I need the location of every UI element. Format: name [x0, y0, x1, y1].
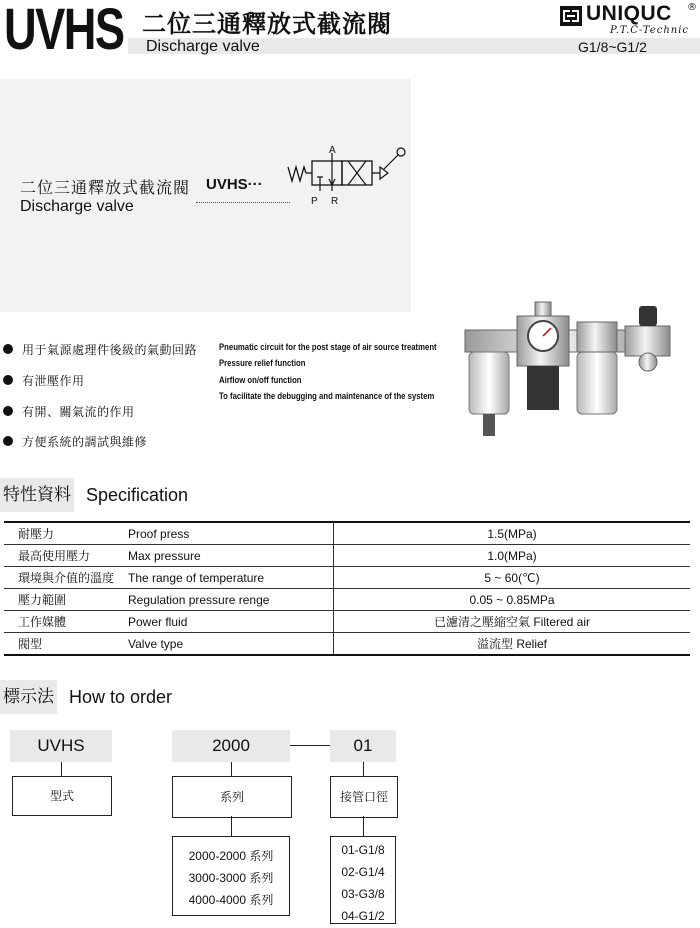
model-code-title: UVHS [4, 0, 124, 62]
table-row [4, 633, 690, 656]
spec-label-en: Regulation pressure renge [128, 589, 334, 611]
spec-heading-en: Specification [86, 484, 189, 505]
connector-line [231, 762, 232, 776]
spec-label-cn: 壓力範圍 [4, 589, 128, 611]
spec-label-en: Max pressure [128, 545, 334, 567]
feature-en: Pressure relief function [219, 358, 306, 368]
series-option: 4000-4000 系列 [188, 893, 274, 907]
feature-cn: 方便系統的調試與維修 [22, 435, 148, 449]
feature-en: To facilitate the debugging and maintenance of the system [219, 391, 435, 401]
table-row [4, 545, 690, 567]
feature-cn: 有開、關氣流的作用 [22, 405, 135, 419]
order-model-label: 型式 [12, 776, 112, 816]
spec-value: 1.0(MPa) [334, 545, 691, 567]
order-model-code: UVHS [10, 730, 112, 762]
feature-cn: 有泄壓作用 [22, 374, 85, 388]
series-options-box [172, 836, 290, 916]
brand-registered-mark: ® [687, 2, 697, 13]
spec-label-en: Power fluid [128, 611, 334, 633]
page-title-en: Discharge valve [146, 38, 260, 55]
order-port-label: 接管口徑 [330, 776, 398, 818]
spec-label-en: Proof press [128, 526, 190, 541]
spec-label-cn: 環境與介值的溫度 [4, 567, 128, 589]
bullet-icon [3, 375, 13, 385]
symbol-name-en: Discharge valve [20, 198, 134, 215]
page-title-cn: 二位三通釋放式截流閥 [142, 9, 392, 38]
series-option: 3000-3000 系列 [188, 871, 274, 885]
brand-logo-icon [560, 6, 582, 26]
connector-line [363, 816, 364, 836]
order-series-label: 系列 [172, 776, 292, 818]
symbol-model: UVHS··· [206, 176, 263, 193]
table-row [4, 611, 690, 633]
size-range: G1/8~G1/2 [578, 39, 647, 55]
brand-subtitle: P.T.C-Technic [610, 25, 690, 36]
spec-value: 1.5(MPa) [334, 522, 691, 545]
spec-heading-cn: 特性資料 [0, 478, 74, 512]
order-series-code: 2000 [172, 730, 290, 762]
bullet-icon [3, 406, 13, 416]
spec-label-cn: 閥型 [4, 633, 128, 656]
symbol-name-cn: 二位三通釋放式截流閥 [20, 178, 191, 197]
order-heading-en: How to order [69, 686, 173, 707]
port-option: 01-G1/8 [341, 843, 385, 857]
port-p-label: P [311, 196, 318, 207]
port-r-label: R [331, 196, 339, 207]
order-heading-cn: 標示法 [0, 680, 57, 714]
spec-label-cn: 耐壓力 [18, 527, 55, 541]
port-options-box [330, 836, 396, 924]
connector-line [61, 762, 62, 776]
connector-line [231, 816, 232, 836]
bullet-icon [3, 344, 13, 354]
order-dash-line [290, 745, 330, 746]
port-a-label: A [329, 145, 336, 156]
spec-value: 5 ~ 60(℃) [334, 567, 691, 589]
brand-name: UNIQUC [586, 2, 672, 25]
symbol-leader-line [196, 202, 290, 203]
port-option: 02-G1/4 [341, 865, 385, 879]
feature-cn: 用于氣源處理件後級的氣動回路 [22, 343, 198, 357]
feature-en: Airflow on/off function [219, 375, 302, 385]
table-row [4, 567, 690, 589]
port-option: 04-G1/2 [341, 909, 385, 923]
order-port-code: 01 [330, 730, 396, 762]
spec-label-cn: 工作媒體 [4, 611, 128, 633]
series-option: 2000-2000 系列 [188, 849, 274, 863]
valve-symbol-icon [284, 145, 414, 200]
table-row [4, 589, 690, 611]
spec-value: 已濾清之壓縮空氣 Filtered air [334, 611, 691, 633]
spec-value: 溢流型 Relief [334, 633, 691, 656]
feature-en: Pneumatic circuit for the post stage of air source treatment [219, 342, 437, 352]
spec-value: 0.05 ~ 0.85MPa [334, 589, 691, 611]
spec-label-cn: 最高使用壓力 [4, 545, 128, 567]
order-section-header [0, 680, 172, 714]
table-row [4, 522, 690, 545]
spec-table [4, 521, 690, 656]
spec-section-header [0, 478, 188, 512]
port-option: 03-G3/8 [341, 887, 385, 901]
spec-label-en: The range of temperature [128, 567, 334, 589]
product-photo [455, 300, 695, 440]
bullet-icon [3, 436, 13, 446]
connector-line [363, 762, 364, 776]
spec-label-en: Valve type [128, 633, 334, 656]
